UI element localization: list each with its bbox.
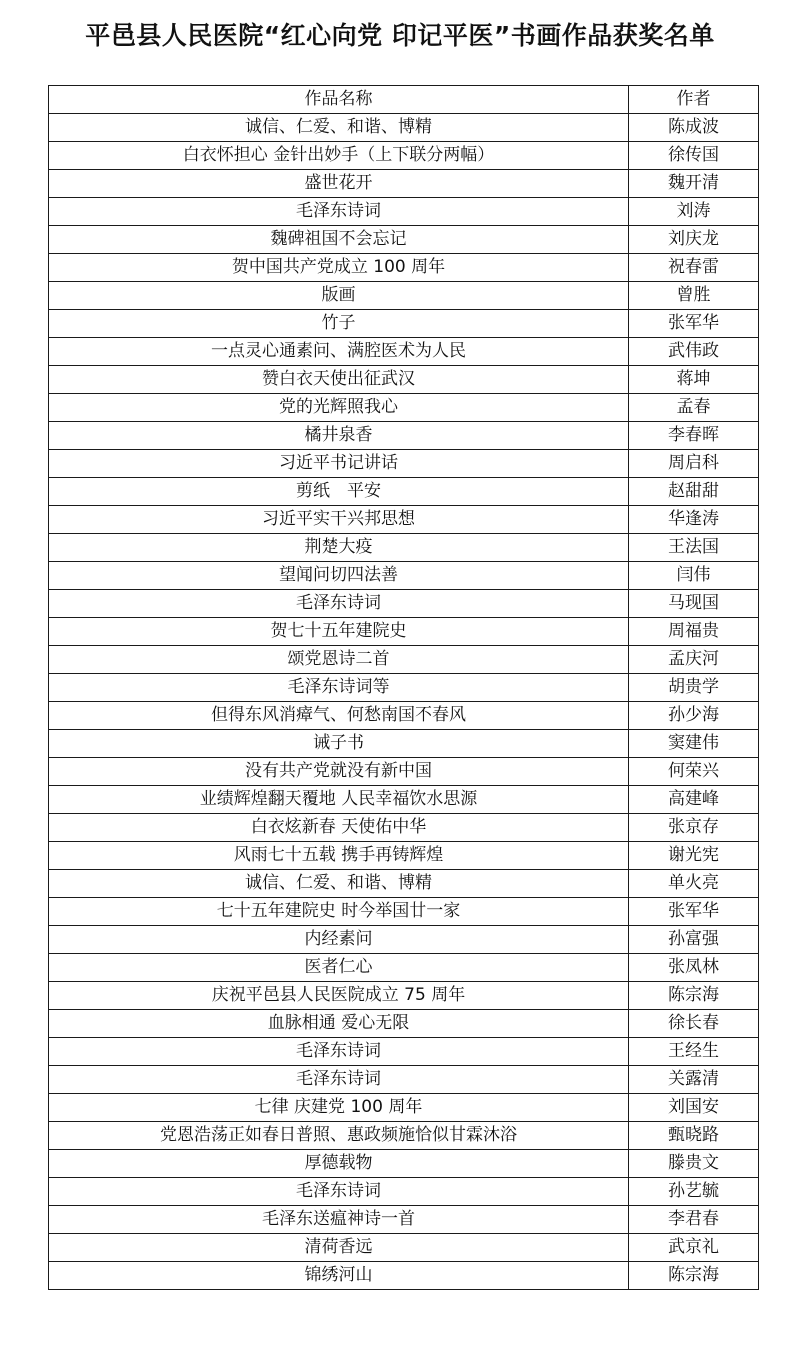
table-row — [49, 870, 759, 898]
work-title-cell: 毛泽东诗词 — [49, 1178, 629, 1206]
work-title-cell: 七律 庆建党 100 周年 — [49, 1094, 629, 1122]
table-row — [49, 1038, 759, 1066]
work-title-cell: 毛泽东诗词等 — [49, 674, 629, 702]
table-row — [49, 142, 759, 170]
table-row — [49, 394, 759, 422]
table-row — [49, 814, 759, 842]
table-row — [49, 1178, 759, 1206]
author-cell: 蒋坤 — [629, 366, 759, 394]
author-cell: 胡贵学 — [629, 674, 759, 702]
table-header-row — [49, 86, 759, 114]
work-title-cell: 毛泽东诗词 — [49, 590, 629, 618]
author-cell: 张军华 — [629, 898, 759, 926]
author-cell: 孟春 — [629, 394, 759, 422]
work-title-cell: 内经素问 — [49, 926, 629, 954]
work-title-cell: 庆祝平邑县人民医院成立 75 周年 — [49, 982, 629, 1010]
author-cell: 窦建伟 — [629, 730, 759, 758]
table-row — [49, 674, 759, 702]
table-row — [49, 758, 759, 786]
author-cell: 徐长春 — [629, 1010, 759, 1038]
table-row — [49, 254, 759, 282]
table-row — [49, 282, 759, 310]
table-row — [49, 1206, 759, 1234]
table-row — [49, 898, 759, 926]
author-cell: 刘涛 — [629, 198, 759, 226]
table-row — [49, 506, 759, 534]
work-title-cell: 竹子 — [49, 310, 629, 338]
table-row — [49, 926, 759, 954]
work-title-cell: 一点灵心通素问、满腔医术为人民 — [49, 338, 629, 366]
author-cell: 孙少海 — [629, 702, 759, 730]
work-title-cell: 毛泽东送瘟神诗一首 — [49, 1206, 629, 1234]
column-header-work: 作品名称 — [49, 86, 629, 114]
work-title-cell: 诚信、仁爱、和谐、博精 — [49, 114, 629, 142]
table-row — [49, 786, 759, 814]
table-row — [49, 1094, 759, 1122]
work-title-cell: 锦绣河山 — [49, 1262, 629, 1290]
work-title-cell: 诚信、仁爱、和谐、博精 — [49, 870, 629, 898]
author-cell: 王经生 — [629, 1038, 759, 1066]
author-cell: 何荣兴 — [629, 758, 759, 786]
table-row — [49, 842, 759, 870]
work-title-cell: 荆楚大疫 — [49, 534, 629, 562]
work-title-cell: 剪纸 平安 — [49, 478, 629, 506]
work-title-cell: 习近平书记讲话 — [49, 450, 629, 478]
author-cell: 闫伟 — [629, 562, 759, 590]
table-row — [49, 646, 759, 674]
table-row — [49, 702, 759, 730]
work-title-cell: 习近平实干兴邦思想 — [49, 506, 629, 534]
table-row — [49, 1122, 759, 1150]
table-row — [49, 618, 759, 646]
work-title-cell: 毛泽东诗词 — [49, 198, 629, 226]
table-row — [49, 1150, 759, 1178]
table-row — [49, 1262, 759, 1290]
table-body — [49, 114, 759, 1290]
table-row — [49, 170, 759, 198]
award-table — [48, 85, 759, 1290]
author-cell: 李春晖 — [629, 422, 759, 450]
table-row — [49, 198, 759, 226]
author-cell: 李君春 — [629, 1206, 759, 1234]
author-cell: 魏开清 — [629, 170, 759, 198]
work-title-cell: 医者仁心 — [49, 954, 629, 982]
author-cell: 曾胜 — [629, 282, 759, 310]
author-cell: 华逢涛 — [629, 506, 759, 534]
author-cell: 赵甜甜 — [629, 478, 759, 506]
author-cell: 高建峰 — [629, 786, 759, 814]
work-title-cell: 血脉相通 爱心无限 — [49, 1010, 629, 1038]
author-cell: 刘庆龙 — [629, 226, 759, 254]
table-row — [49, 1010, 759, 1038]
work-title-cell: 贺七十五年建院史 — [49, 618, 629, 646]
author-cell: 武伟政 — [629, 338, 759, 366]
column-header-author: 作者 — [629, 86, 759, 114]
table-row — [49, 1234, 759, 1262]
author-cell: 谢光宪 — [629, 842, 759, 870]
author-cell: 周福贵 — [629, 618, 759, 646]
table-row — [49, 590, 759, 618]
work-title-cell: 魏碑祖国不会忘记 — [49, 226, 629, 254]
work-title-cell: 毛泽东诗词 — [49, 1066, 629, 1094]
author-cell: 武京礼 — [629, 1234, 759, 1262]
author-cell: 刘国安 — [629, 1094, 759, 1122]
table-row — [49, 534, 759, 562]
work-title-cell: 颂党恩诗二首 — [49, 646, 629, 674]
author-cell: 张军华 — [629, 310, 759, 338]
work-title-cell: 赞白衣天使出征武汉 — [49, 366, 629, 394]
page-title: 平邑县人民医院“红心向党 印记平医”书画作品获奖名单 — [85, 21, 715, 50]
author-cell: 周启科 — [629, 450, 759, 478]
author-cell: 孙富强 — [629, 926, 759, 954]
work-title-cell: 清荷香远 — [49, 1234, 629, 1262]
author-cell: 张凤林 — [629, 954, 759, 982]
work-title-cell: 橘井泉香 — [49, 422, 629, 450]
work-title-cell: 七十五年建院史 时今举国廿一家 — [49, 898, 629, 926]
author-cell: 孟庆河 — [629, 646, 759, 674]
author-cell: 滕贵文 — [629, 1150, 759, 1178]
author-cell: 甄晓路 — [629, 1122, 759, 1150]
table-row — [49, 954, 759, 982]
author-cell: 陈宗海 — [629, 1262, 759, 1290]
author-cell: 陈成波 — [629, 114, 759, 142]
table-row — [49, 338, 759, 366]
work-title-cell: 望闻问切四法善 — [49, 562, 629, 590]
table-row — [49, 562, 759, 590]
table-row — [49, 114, 759, 142]
author-cell: 单火亮 — [629, 870, 759, 898]
table-row — [49, 450, 759, 478]
work-title-cell: 白衣炫新春 天使佑中华 — [49, 814, 629, 842]
work-title-cell: 党恩浩荡正如春日普照、惠政频施恰似甘霖沐浴 — [49, 1122, 629, 1150]
work-title-cell: 诫子书 — [49, 730, 629, 758]
work-title-cell: 但得东风消瘴气、何愁南国不春风 — [49, 702, 629, 730]
work-title-cell: 业绩辉煌翻天覆地 人民幸福饮水思源 — [49, 786, 629, 814]
work-title-cell: 厚德载物 — [49, 1150, 629, 1178]
work-title-cell: 毛泽东诗词 — [49, 1038, 629, 1066]
work-title-cell: 党的光辉照我心 — [49, 394, 629, 422]
author-cell: 孙艺毓 — [629, 1178, 759, 1206]
table-row — [49, 478, 759, 506]
table-row — [49, 366, 759, 394]
table-row — [49, 730, 759, 758]
author-cell: 王法国 — [629, 534, 759, 562]
table-row — [49, 226, 759, 254]
author-cell: 关露清 — [629, 1066, 759, 1094]
work-title-cell: 贺中国共产党成立 100 周年 — [49, 254, 629, 282]
author-cell: 马现国 — [629, 590, 759, 618]
table-row — [49, 982, 759, 1010]
work-title-cell: 风雨七十五载 携手再铸辉煌 — [49, 842, 629, 870]
work-title-cell: 没有共产党就没有新中国 — [49, 758, 629, 786]
author-cell: 祝春雷 — [629, 254, 759, 282]
table-row — [49, 310, 759, 338]
author-cell: 张京存 — [629, 814, 759, 842]
work-title-cell: 版画 — [49, 282, 629, 310]
table-row — [49, 1066, 759, 1094]
table-row — [49, 422, 759, 450]
work-title-cell: 盛世花开 — [49, 170, 629, 198]
author-cell: 陈宗海 — [629, 982, 759, 1010]
work-title-cell: 白衣怀担心 金针出妙手（上下联分两幅） — [49, 142, 629, 170]
author-cell: 徐传国 — [629, 142, 759, 170]
